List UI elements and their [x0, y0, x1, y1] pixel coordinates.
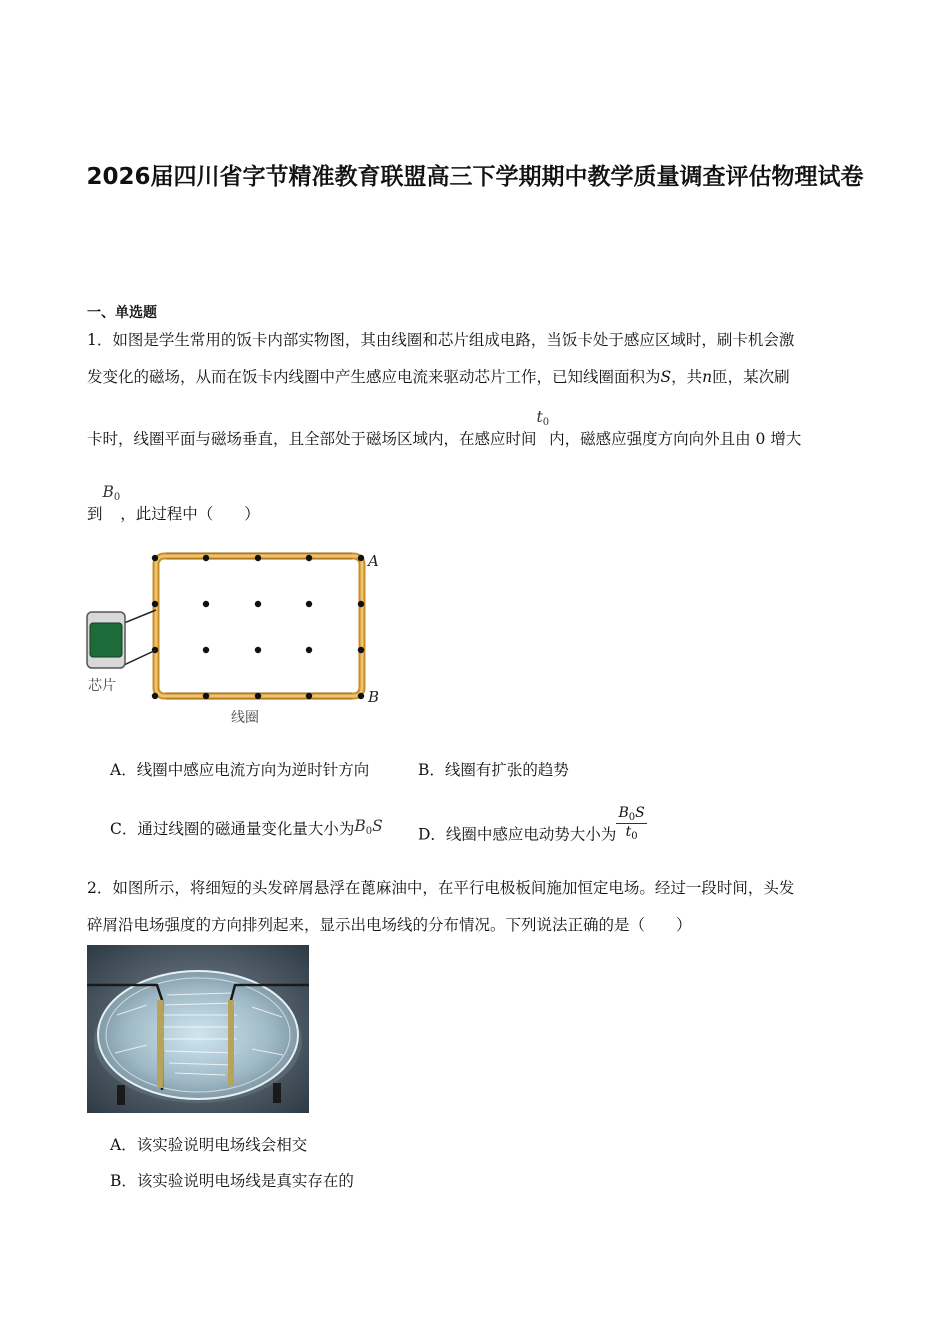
q1-line-3: 卡时，线圈平面与磁场垂直，且全部处于磁场区域内，在感应时间$t_0$内，磁感应强度方向向外且由 0 增大 [87, 408, 802, 448]
petri-dish-photo [87, 945, 309, 1113]
label-chip: 芯片 [88, 678, 116, 694]
var-s: S [660, 368, 672, 386]
phi-b0s: $B_0S$ [354, 817, 383, 837]
q2-option-b[interactable]: B．该实验说明电场线是真实存在的 [110, 1172, 354, 1190]
document-title: 2026届四川省字节精准教育联盟高三下学期期中教学质量调查评估物理试卷 [86, 164, 864, 190]
q2-option-a[interactable]: A．该实验说明电场线会相交 [110, 1136, 308, 1154]
q2-line-1: 2．如图所示，将细短的头发碎屑悬浮在蓖麻油中，在平行电极板间施加恒定电场。经过一段时间，头发 [87, 879, 795, 897]
q1-option-d[interactable]: D．线圈中感应电动势大小为 $\frac{B_0S}{t_0}$ [418, 805, 645, 844]
var-t0: $t_0$ [536, 408, 550, 428]
q1-option-a[interactable]: A．线圈中感应电流方向为逆时针方向 [110, 761, 370, 779]
q1-line-4: 到$B_0$，此过程中（ ） [87, 483, 260, 523]
q1-option-c[interactable]: C．通过线圈的磁通量变化量大小为$B_0S$ [110, 817, 383, 838]
label-B: B [368, 688, 380, 706]
label-A: A [368, 552, 379, 570]
q1-line-1: 1．如图是学生常用的饭卡内部实物图，其由线圈和芯片组成电路，当饭卡处于感应区域时，刷卡机会激 [87, 331, 795, 349]
q2-line-2: 碎屑沿电场强度的方向排列起来，显示出电场线的分布情况。下列说法正确的是（ ） [87, 916, 692, 934]
coil-outer-band [156, 556, 362, 696]
var-n: n [702, 368, 713, 386]
coil-figure [84, 548, 394, 733]
var-b0: $B_0$ [102, 483, 121, 503]
label-coil: 线圈 [231, 710, 259, 726]
q1-option-b[interactable]: B．线圈有扩张的趋势 [418, 761, 569, 779]
field-dots [152, 555, 364, 699]
emf-fraction: $\frac{B_0S}{t_0}$ [618, 805, 645, 842]
q1-line-2: 发变化的磁场，从而在饭卡内线圈中产生感应电流来驱动芯片工作，已知线圈面积为S，共n匝，某次刷 [87, 368, 790, 386]
section-heading: 一、单选题 [87, 305, 157, 321]
